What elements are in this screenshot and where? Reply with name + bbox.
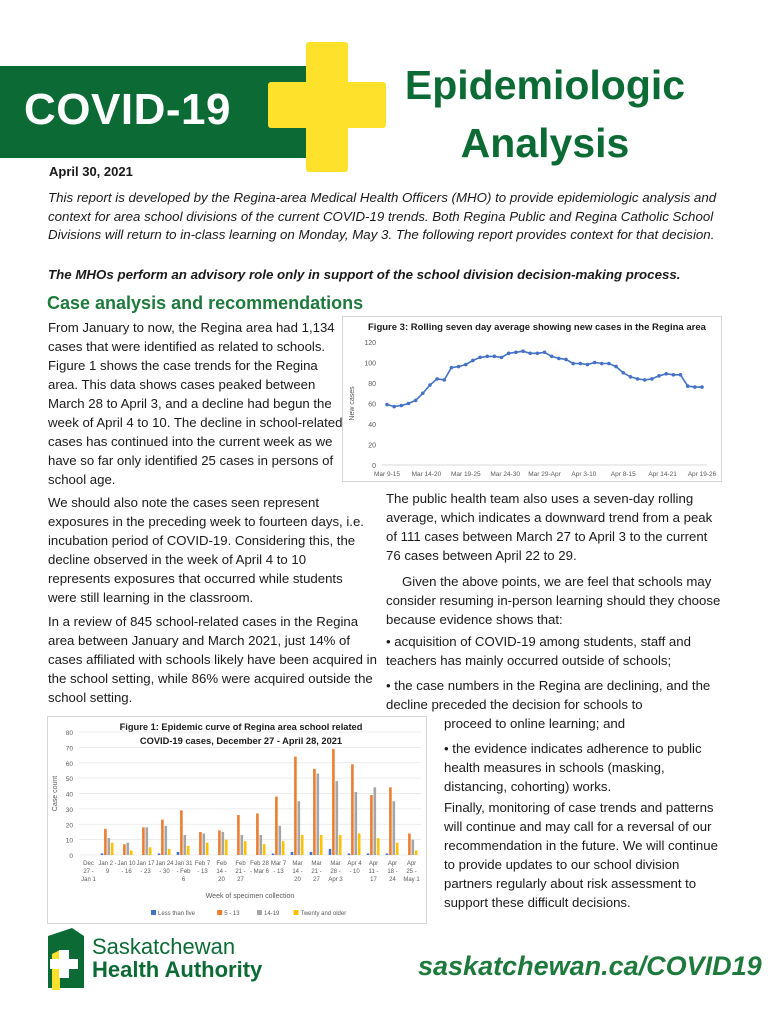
fig3-y-tick: 100 xyxy=(364,360,376,368)
fig1-x-tick: Dec xyxy=(83,861,94,867)
figure1-title-line2: COVID-19 cases, December 27 - April 28, 2021 xyxy=(139,736,343,746)
fig1-x-tick: Mar xyxy=(292,861,303,867)
fig3-point xyxy=(407,402,411,406)
fig1-x-tick: 14 - xyxy=(292,869,303,875)
figure3-line-chart xyxy=(342,332,722,482)
figure1-title-line1: Figure 1: Epidemic curve of Regina area school related xyxy=(119,722,363,732)
fig1-x-tick: Mar xyxy=(311,861,322,867)
fig1-bar xyxy=(218,830,221,855)
fig3-point xyxy=(450,366,454,370)
paragraph-exposure-note: We should also note the cases seen represent exposures in the preceding week to fourteen days, i.e. incubation period of COVID-19. Considering this, the decline observed in the week of April 4 to 10 represents exposures that occurred while students were still learning in the classroom. xyxy=(48,495,364,605)
intro-text: This report is developed by the Regina-area Medical Health Officers (MHO) to provide epidemiologic analysis and context for area school divisions of the current COVID-19 trends. Both Regina Public and Regina Catholic School Divisions will return to in-class learning on Monday, May 3. The following report provides context for that decision. xyxy=(48,190,717,242)
fig1-bar xyxy=(177,852,180,855)
fig1-bar xyxy=(415,850,418,855)
banner-title: COVID-19 xyxy=(24,85,231,134)
fig1-x-tick: 27 xyxy=(313,877,320,883)
fig1-bar xyxy=(256,813,259,855)
fig3-point xyxy=(478,356,482,360)
fig1-legend-swatch xyxy=(217,910,222,915)
fig1-bar xyxy=(408,833,411,855)
fig1-bar xyxy=(396,843,399,855)
fig1-bar xyxy=(332,749,335,855)
fig3-point xyxy=(536,351,540,355)
fig1-x-tick: 21 - xyxy=(235,869,246,875)
fig3-x-tick: Mar 14-20 xyxy=(411,471,442,478)
fig1-x-axis-label: Week of specimen collection xyxy=(205,893,295,900)
fig3-x-tick: Apr 14-21 xyxy=(648,471,677,478)
fig1-x-tick: Jan 2 - xyxy=(98,861,117,867)
fig1-x-tick: - 30 xyxy=(159,869,170,875)
fig1-y-tick: 70 xyxy=(65,745,73,753)
fig1-bar xyxy=(165,826,168,855)
fig1-bar xyxy=(237,815,240,855)
fig1-x-tick: Feb 7 xyxy=(194,861,211,867)
fig1-x-tick: Apr xyxy=(387,861,398,867)
fig3-point xyxy=(664,372,668,376)
fig1-x-tick: Feb 28 xyxy=(250,861,269,867)
fig1-legend-label: Twenty and older xyxy=(300,911,347,917)
page-title-line1: Epidemiologic xyxy=(404,62,686,108)
fig1-bar xyxy=(130,850,133,855)
fig1-bar xyxy=(241,835,244,855)
fig1-bar xyxy=(279,826,282,855)
fig1-bar xyxy=(244,841,247,855)
fig3-x-tick: Mar 19-25 xyxy=(450,471,481,478)
fig1-bar xyxy=(393,801,396,855)
fig1-bar xyxy=(104,829,107,855)
page-title xyxy=(390,56,700,172)
fig3-point xyxy=(679,373,683,377)
fig1-bar xyxy=(294,757,297,855)
fig1-bar xyxy=(389,787,392,855)
fig3-x-tick: Apr 3-10 xyxy=(571,471,597,478)
fig1-x-tick: Apr 4 xyxy=(347,861,362,867)
fig3-y-tick: 120 xyxy=(364,340,376,347)
report-date: April 30, 2021 xyxy=(49,164,133,179)
fig1-x-tick: 17 xyxy=(370,877,377,883)
fig3-point xyxy=(672,373,676,377)
fig1-x-tick: Jan 24 xyxy=(155,861,174,867)
figure3-title: Figure 3: Rolling seven day average showing new cases in the Regina area xyxy=(368,322,706,333)
fig1-x-tick: - 23 xyxy=(140,869,151,875)
fig1-bar xyxy=(180,810,183,855)
fig3-point xyxy=(700,385,704,389)
fig1-x-tick: - 16 xyxy=(121,869,132,875)
fig3-series-line xyxy=(387,351,702,406)
section-title: Case analysis and recommendations xyxy=(47,293,364,313)
fig1-bar xyxy=(298,801,301,855)
fig1-x-tick: 18 - xyxy=(387,869,398,875)
sha-logo-icon xyxy=(44,926,90,992)
fig1-x-tick: 6 xyxy=(181,877,186,883)
fig3-point xyxy=(514,350,518,354)
fig1-bar xyxy=(225,840,228,855)
fig1-bar xyxy=(367,853,370,855)
paragraph-case-summary: From January to now, the Regina area had 1,134 cases that were identified as related to schools. Figure 1 shows the case trends for the Regina area. This data shows cases peaked between March 28 to April 3, and a decline had begun the week of April 4 to 10. The decline in school-related cases has continued into the current week as we have so far only identified 25 cases in persons of school age. xyxy=(48,320,343,487)
fig1-x-tick: 20 xyxy=(294,877,301,883)
fig1-legend-label: 5 - 13 xyxy=(224,911,240,917)
fig1-bar xyxy=(203,833,206,855)
fig1-bar xyxy=(351,764,354,855)
fig1-bar xyxy=(377,838,380,855)
paragraph-recommendation: Given the above points, we are feel that schools may consider resuming in-person learning should they choose because evidence shows that: xyxy=(386,574,721,627)
fig1-x-tick: 11 - xyxy=(368,869,379,875)
fig1-x-tick: Jan 31 xyxy=(174,861,193,867)
plus-icon-horizontal xyxy=(268,82,386,128)
paragraph-rolling-average: The public health team also uses a seven-day rolling average, which indicates a downward trend from a peak of 111 cases between March 27 to April 3 to the current 76 cases between April 22 to 29. xyxy=(386,491,713,563)
fig3-point xyxy=(528,351,532,355)
fig1-y-tick: 30 xyxy=(65,806,73,814)
fig3-point xyxy=(693,385,697,389)
fig1-bar xyxy=(149,847,152,855)
fig1-x-tick: 27 - xyxy=(83,869,94,875)
fig1-bar xyxy=(168,849,171,855)
fig1-x-tick: Feb xyxy=(235,861,246,867)
fig1-bar xyxy=(158,853,161,855)
fig1-x-tick: Apr 3 xyxy=(328,877,343,883)
fig1-x-tick: 21 - xyxy=(311,869,322,875)
fig1-bar xyxy=(260,835,263,855)
fig1-y-tick: 50 xyxy=(65,776,73,784)
fig1-x-tick: Mar xyxy=(330,861,341,867)
paragraph-monitoring: Finally, monitoring of case trends and patterns will continue and may call for a reversal of our recommendation in the future. We will continue to provide updates to our school division partners regularly about risk assessment to support these difficult decisions. xyxy=(444,800,718,910)
fig1-bar xyxy=(108,838,111,855)
fig3-point xyxy=(485,355,489,359)
paragraph-review: In a review of 845 school-related cases in the Regina area between January and March 2021, just 14% of cases affiliated with schools likely have been acquired in the school setting, while 86% were acquired outside the school setting. xyxy=(48,614,377,705)
fig3-x-tick: Apr 19-26 xyxy=(687,471,717,478)
fig3-point xyxy=(614,365,618,369)
fig1-legend-swatch xyxy=(257,910,262,915)
fig1-bar xyxy=(111,843,114,855)
fig3-point xyxy=(400,404,404,408)
fig1-x-tick: 25 - xyxy=(406,869,417,875)
fig1-x-tick: - Mar 6 xyxy=(249,869,270,875)
fig1-bar xyxy=(310,852,313,855)
fig1-x-tick: Apr xyxy=(406,861,417,867)
fig3-y-tick: 60 xyxy=(368,401,376,409)
fig3-point xyxy=(686,384,690,388)
fig3-point xyxy=(636,377,640,381)
fig3-point xyxy=(385,403,389,407)
fig3-point xyxy=(650,377,654,381)
fig1-bar xyxy=(206,843,209,855)
fig1-x-tick: Jan 17 xyxy=(136,861,155,867)
fig3-point xyxy=(607,362,611,366)
fig1-x-tick: 27 xyxy=(237,877,244,883)
fig1-x-tick: Jan 10 xyxy=(117,861,136,867)
fig1-bar xyxy=(127,843,130,855)
fig1-bar xyxy=(329,849,332,855)
fig3-point xyxy=(500,356,504,360)
fig1-bar xyxy=(263,844,266,855)
fig3-x-tick: Apr 8-15 xyxy=(610,471,636,478)
fig1-bar xyxy=(301,835,304,855)
fig1-bar xyxy=(282,841,285,855)
fig1-x-tick: - 13 xyxy=(197,869,208,875)
fig3-x-tick: Mar 24-30 xyxy=(490,471,520,478)
fig3-point xyxy=(428,383,432,387)
fig1-y-tick: 10 xyxy=(65,837,73,845)
fig3-point xyxy=(629,375,633,379)
fig1-x-tick: Feb xyxy=(216,861,227,867)
fig1-x-tick: 14 - xyxy=(216,869,227,875)
fig3-point xyxy=(414,399,418,403)
fig1-bar xyxy=(370,795,373,855)
website-link[interactable]: saskatchewan.ca/COVID19 xyxy=(418,951,762,981)
fig1-x-tick: Mar 7 xyxy=(270,861,287,867)
fig1-bar xyxy=(142,827,145,855)
fig3-point xyxy=(543,350,547,354)
fig3-point xyxy=(564,358,568,362)
fig1-bar xyxy=(275,797,278,855)
fig1-bar xyxy=(222,832,225,855)
fig1-y-tick: 40 xyxy=(65,791,73,799)
bullet-acquisition: • acquisition of COVID-19 among students, staff and teachers has mainly occurred outside of schools; xyxy=(386,634,691,668)
fig3-point xyxy=(578,362,582,366)
fig3-x-tick: Mar 9-15 xyxy=(373,471,401,478)
fig1-x-tick: 9 xyxy=(105,869,110,875)
fig1-bar xyxy=(146,827,149,855)
fig1-x-tick: 24 xyxy=(389,877,396,883)
fig3-point xyxy=(521,349,525,353)
fig1-bar xyxy=(101,853,104,855)
fig3-point xyxy=(507,351,511,355)
fig3-point xyxy=(600,362,604,366)
fig3-y-tick: 80 xyxy=(368,381,376,388)
fig1-bar xyxy=(320,835,323,855)
fig1-y-tick: 60 xyxy=(65,760,73,768)
fig1-x-tick: Jan 1 xyxy=(81,877,96,883)
fig1-x-tick: - 10 xyxy=(349,869,360,875)
fig3-point xyxy=(571,362,575,366)
fig3-point xyxy=(435,377,439,381)
fig3-x-tick: Mar 29-Apr xyxy=(528,471,561,478)
fig3-y-tick: 0 xyxy=(372,463,376,470)
fig1-bar xyxy=(374,787,377,855)
fig1-x-tick: 28 - xyxy=(330,869,341,875)
fig1-bar xyxy=(336,781,339,855)
fig1-bar xyxy=(358,833,361,855)
fig1-bar xyxy=(291,852,294,855)
fig1-legend-label: Less than five xyxy=(158,911,196,917)
fig1-y-tick: 80 xyxy=(65,730,73,737)
fig3-point xyxy=(493,355,497,359)
fig1-bar xyxy=(199,832,202,855)
fig1-bar xyxy=(313,769,316,855)
fig1-legend-swatch xyxy=(151,910,156,915)
fig3-point xyxy=(586,363,590,367)
fig1-bar xyxy=(187,846,190,855)
fig3-y-tick: 40 xyxy=(368,422,376,429)
fig3-point xyxy=(471,359,475,363)
fig1-y-axis-label: Case count xyxy=(52,775,59,812)
fig3-point xyxy=(464,363,468,367)
fig3-point xyxy=(557,357,561,361)
bullet-declining: • the case numbers in the Regina are declining, and the decline preceded the decision for schools to xyxy=(386,678,711,712)
fig1-legend-label: 14-19 xyxy=(264,911,280,917)
fig1-bar xyxy=(161,820,164,855)
fig1-bar xyxy=(386,853,389,855)
fig3-point xyxy=(621,371,625,375)
fig1-bar xyxy=(317,774,320,855)
fig3-point xyxy=(442,378,446,382)
org-name-line1: Saskatchewan xyxy=(92,934,236,959)
bullet-evidence: • the evidence indicates adherence to public health measures in schools (masking, distancing, cohorting) works. xyxy=(444,741,702,794)
fig3-point xyxy=(550,355,554,359)
fig1-x-tick: - Feb xyxy=(176,869,191,875)
fig3-point xyxy=(421,391,425,395)
fig1-bar xyxy=(355,792,358,855)
fig1-x-tick: - 13 xyxy=(273,869,284,875)
fig1-bar xyxy=(272,853,275,855)
bullet-declining-continued: proceed to online learning; and xyxy=(444,716,626,731)
fig1-y-tick: 20 xyxy=(65,822,73,830)
fig1-bar xyxy=(184,835,187,855)
fig1-x-tick: Apr xyxy=(368,861,379,867)
fig3-point xyxy=(392,405,396,409)
figure1-bar-chart xyxy=(47,724,427,924)
fig1-legend-swatch xyxy=(294,910,299,915)
fig1-x-tick: May 1 xyxy=(403,877,420,883)
org-name-line2: Health Authority xyxy=(92,957,263,982)
fig3-y-axis-label: New cases xyxy=(349,386,356,421)
fig1-bar xyxy=(412,840,415,855)
fig3-point xyxy=(593,361,597,365)
intro-disclaimer: The MHOs perform an advisory role only in support of the school division decision-making process. xyxy=(48,267,681,282)
fig1-bar xyxy=(339,835,342,855)
fig3-point xyxy=(643,378,647,382)
fig3-point xyxy=(657,374,661,378)
fig3-y-tick: 20 xyxy=(368,442,376,450)
fig1-bar xyxy=(123,844,126,855)
fig1-bar xyxy=(348,853,351,855)
fig1-y-tick: 0 xyxy=(69,853,73,860)
fig3-point xyxy=(457,365,461,369)
page-title-line2: Analysis xyxy=(460,120,630,167)
fig1-x-tick: 20 xyxy=(218,877,225,883)
